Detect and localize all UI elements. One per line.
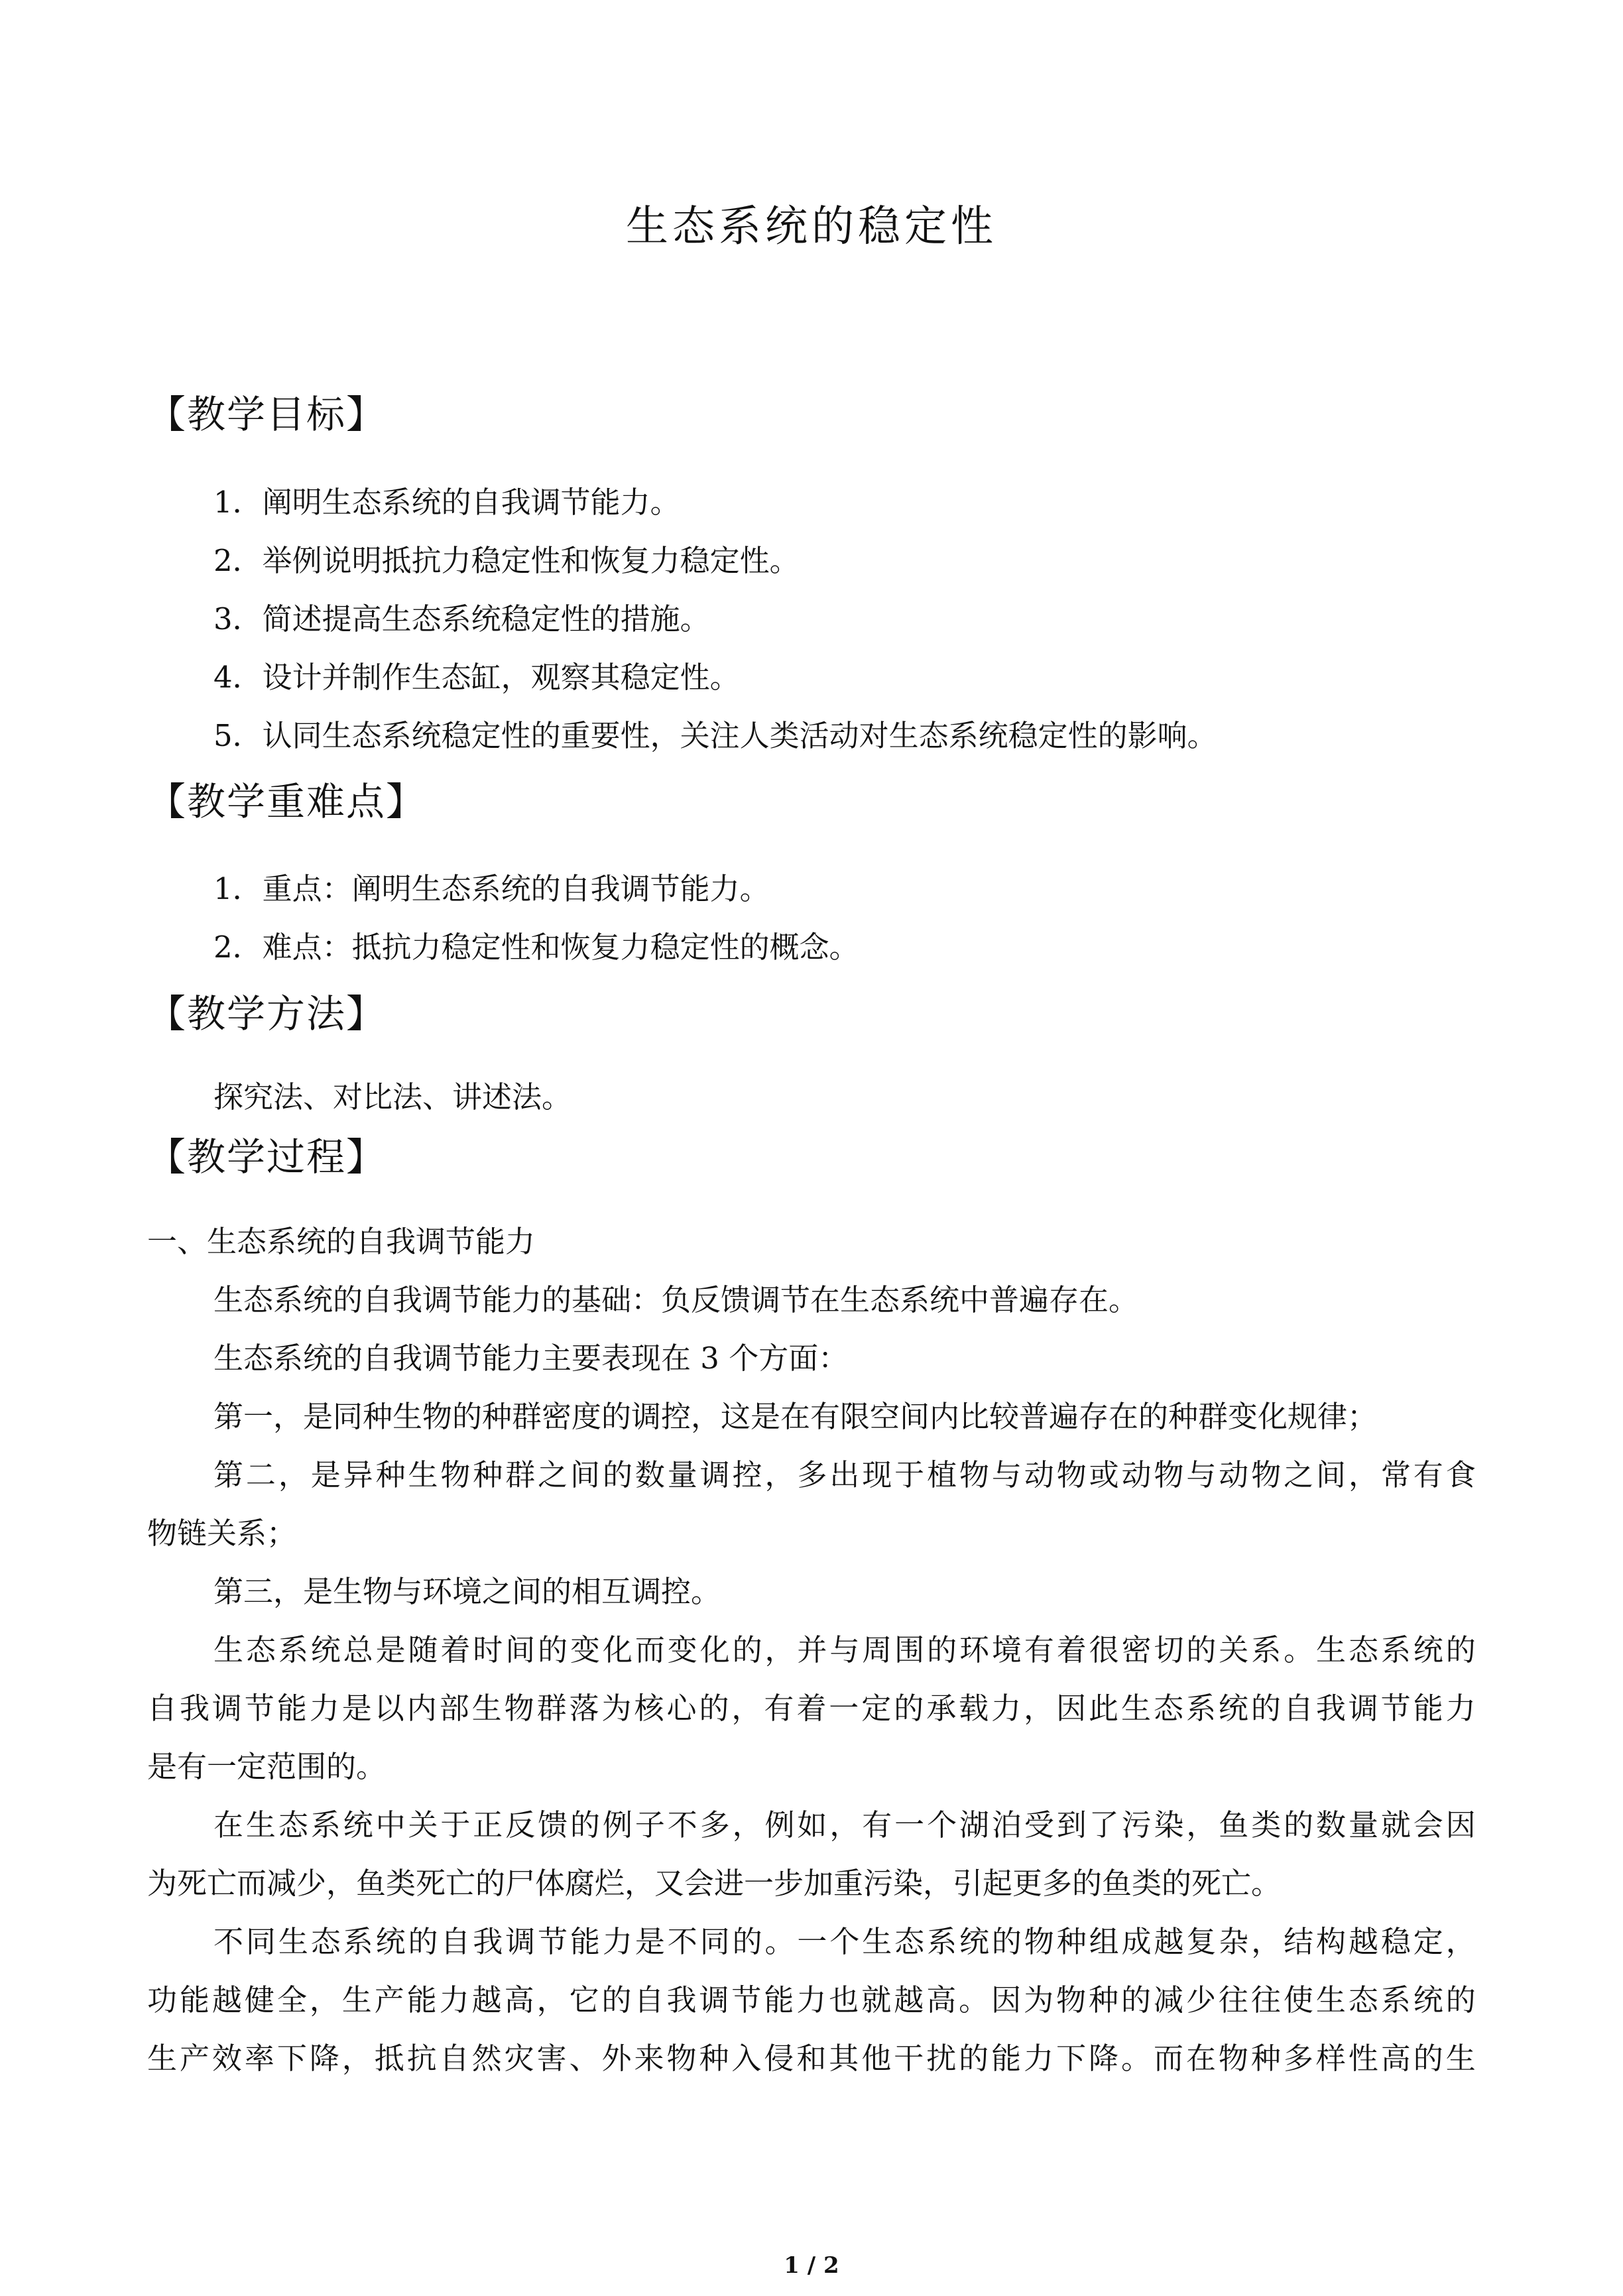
heading-methods: 【教学方法】: [147, 991, 387, 1036]
heading-key-points: 【教学重难点】: [147, 779, 426, 824]
paragraph-8-line-2: 功能越健全，生产能力越高，它的自我调节能力也就越高。因为物种的减少往往使生态系统的: [147, 1982, 1476, 2018]
paragraph-4-line-2: 物链关系；: [147, 1516, 297, 1551]
key-point-item-1: 1．重点：阐明生态系统的自我调节能力。: [213, 871, 770, 906]
paragraph-5: 第三，是生物与环境之间的相互调控。: [213, 1574, 721, 1609]
heading-process: 【教学过程】: [147, 1134, 387, 1179]
page-number: 1 / 2: [784, 2252, 839, 2279]
document-title: 生态系统的稳定性: [626, 202, 997, 251]
methods-text: 探究法、对比法、讲述法。: [213, 1079, 572, 1115]
key-point-item-2: 2．难点：抵抗力稳定性和恢复力稳定性的概念。: [213, 930, 859, 965]
paragraph-6-line-2: 自我调节能力是以内部生物群落为核心的，有着一定的承载力，因此生态系统的自我调节能力: [147, 1691, 1476, 1726]
objective-item-3: 3．简述提高生态系统稳定性的措施。: [213, 601, 710, 636]
objective-item-1: 1．阐明生态系统的自我调节能力。: [213, 485, 680, 520]
paragraph-7-line-2: 为死亡而减少，鱼类死亡的尸体腐烂，又会进一步加重污染，引起更多的鱼类的死亡。: [147, 1866, 1282, 1901]
process-subheading: 一、生态系统的自我调节能力: [147, 1224, 536, 1259]
paragraph-6-line-3: 是有一定范围的。: [147, 1749, 387, 1784]
paragraph-4-line-1: 第二，是异种生物种群之间的数量调控，多出现于植物与动物或动物与动物之间，常有食: [213, 1457, 1476, 1492]
paragraph-8-line-3: 生产效率下降，抵抗自然灾害、外来物种入侵和其他干扰的能力下降。而在物种多样性高的生: [147, 2041, 1476, 2076]
paragraph-6-line-1: 生态系统总是随着时间的变化而变化的，并与周围的环境有着很密切的关系。生态系统的: [213, 1632, 1476, 1667]
objective-item-4: 4．设计并制作生态缸，观察其稳定性。: [213, 660, 740, 695]
paragraph-1: 生态系统的自我调节能力的基础：负反馈调节在生态系统中普遍存在。: [213, 1282, 1139, 1317]
heading-objectives: 【教学目标】: [147, 392, 387, 437]
paragraph-2: 生态系统的自我调节能力主要表现在 3 个方面：: [213, 1341, 849, 1376]
objective-item-2: 2．举例说明抵抗力稳定性和恢复力稳定性。: [213, 543, 800, 578]
paragraph-8-line-1: 不同生态系统的自我调节能力是不同的。一个生态系统的物种组成越复杂，结构越稳定，: [213, 1924, 1476, 1959]
paragraph-3: 第一，是同种生物的种群密度的调控，这是在有限空间内比较普遍存在的种群变化规律；: [213, 1399, 1378, 1434]
paragraph-7-line-1: 在生态系统中关于正反馈的例子不多，例如，有一个湖泊受到了污染，鱼类的数量就会因: [213, 1807, 1476, 1843]
objective-item-5: 5．认同生态系统稳定性的重要性，关注人类活动对生态系统稳定性的影响。: [213, 718, 1217, 753]
